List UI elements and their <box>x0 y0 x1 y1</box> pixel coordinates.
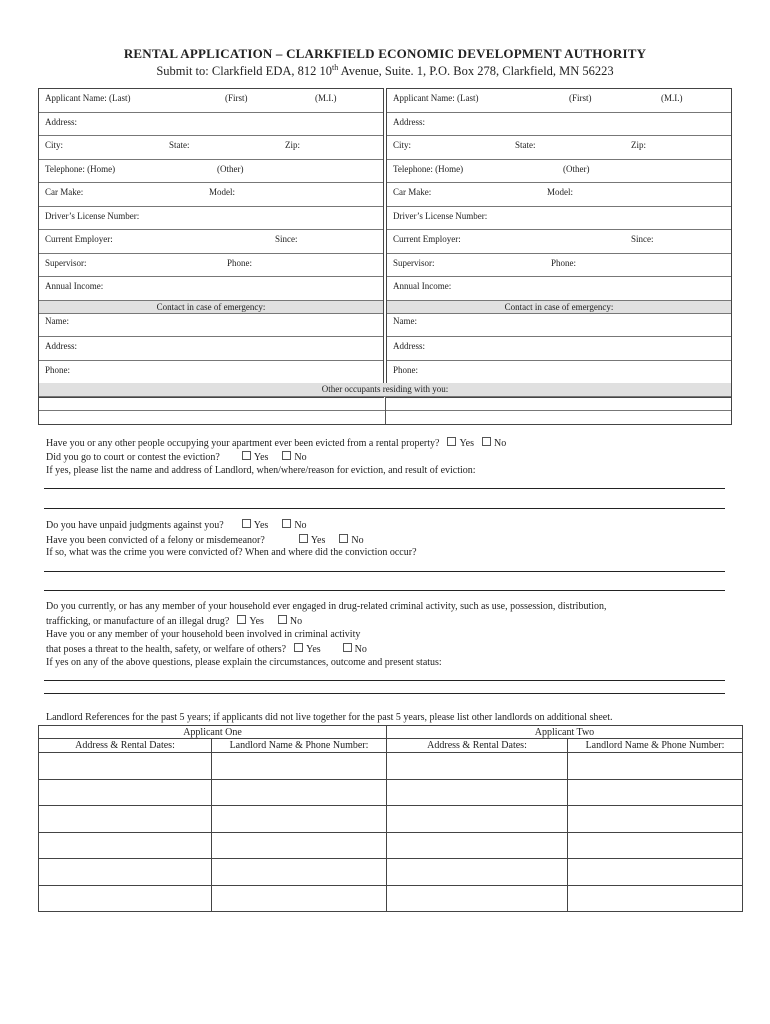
court-text: Did you go to court or contest the eviction? <box>46 452 220 463</box>
criminal-no-checkbox[interactable] <box>343 643 352 652</box>
landlord-header: Landlord Name & Phone Number: <box>212 739 387 753</box>
label-phone: Phone: <box>227 257 253 268</box>
label-mi: (M.I.) <box>315 93 337 103</box>
label-first: (First) <box>569 93 592 103</box>
label-e-name: Name: <box>45 315 69 326</box>
ref-cell[interactable] <box>387 832 568 859</box>
answer-line[interactable] <box>44 680 725 681</box>
evicted-no-checkbox[interactable] <box>482 437 491 446</box>
applicant-one-header: Applicant One <box>39 726 387 739</box>
label-model: Model: <box>547 187 573 197</box>
label-e-name: Name: <box>393 315 417 326</box>
drug-no-checkbox[interactable] <box>278 615 287 624</box>
no-label: No <box>294 520 307 531</box>
emergency-name-row[interactable] <box>39 314 383 338</box>
label-state: State: <box>515 140 536 150</box>
ref-cell[interactable] <box>568 859 743 886</box>
label-zip: Zip: <box>631 140 646 150</box>
answer-line[interactable] <box>44 488 725 489</box>
label-first: (First) <box>225 93 248 103</box>
ref-cell[interactable] <box>568 885 743 912</box>
ref-cell[interactable] <box>387 753 568 780</box>
label-since: Since: <box>631 234 654 244</box>
addr-dates-header: Address & Rental Dates: <box>39 739 212 753</box>
label-e-phone: Phone: <box>45 364 71 375</box>
submit-address-sup: th <box>332 63 339 72</box>
emergency-header <box>39 301 383 314</box>
label-tel-other: (Other) <box>563 163 590 174</box>
form-title: RENTAL APPLICATION – CLARKFIELD ECONOMIC DEVELOPMENT AUTHORITY <box>123 46 647 61</box>
occupants-box <box>38 383 732 425</box>
employer-row[interactable] <box>387 230 731 254</box>
label-car-make: Car Make: <box>393 187 432 197</box>
employer-row[interactable] <box>39 230 383 254</box>
ref-cell[interactable] <box>387 885 568 912</box>
label-city: City: <box>393 140 412 150</box>
emergency-address-row[interactable] <box>39 337 383 361</box>
occupants-divider <box>385 397 386 424</box>
label-e-address: Address: <box>393 341 425 351</box>
ref-cell[interactable] <box>39 806 212 833</box>
submit-address <box>0 63 770 79</box>
judgments-yes-checkbox[interactable] <box>242 519 251 528</box>
ref-cell[interactable] <box>568 832 743 859</box>
evicted-yes-checkbox[interactable] <box>447 437 456 446</box>
label-address: Address: <box>45 116 77 127</box>
judgments-no-checkbox[interactable] <box>282 519 291 528</box>
ref-cell[interactable] <box>387 806 568 833</box>
crime-detail-label: If so, what was the crime you were convicted of? When and where did the conviction occur? <box>46 547 417 558</box>
question-felony <box>46 534 364 546</box>
question-judgments <box>46 519 307 531</box>
ref-cell[interactable] <box>212 859 387 886</box>
license-row[interactable] <box>387 207 731 231</box>
label-license: Driver’s License Number: <box>45 210 140 221</box>
felony-text: Have you been convicted of a felony or misdemeanor? <box>46 535 265 546</box>
car-row[interactable] <box>39 183 383 207</box>
question-drug: Do you currently, or has any member of your household ever engaged in drug-related criminal activity, such as use, possession, distribution, <box>46 601 607 612</box>
supervisor-row[interactable] <box>39 254 383 278</box>
felony-no-checkbox[interactable] <box>339 534 348 543</box>
submit-address-part2: Avenue, Suite. 1, P.O. Box 278, Clarkfield, MN 56223 <box>338 64 614 79</box>
label-emergency: Contact in case of emergency: <box>156 301 266 312</box>
ref-cell[interactable] <box>212 832 387 859</box>
yes-label: Yes <box>253 520 269 531</box>
ref-cell[interactable] <box>212 885 387 912</box>
city-row[interactable] <box>39 136 383 160</box>
car-row[interactable] <box>387 183 731 207</box>
label-since: Since: <box>275 234 298 244</box>
ref-cell[interactable] <box>39 885 212 912</box>
question-court <box>46 451 307 463</box>
label-last: Applicant Name: (Last) <box>45 93 131 103</box>
label-model: Model: <box>209 187 235 197</box>
yes-label: Yes <box>253 452 269 463</box>
label-emergency: Contact in case of emergency: <box>504 301 614 312</box>
label-mi: (M.I.) <box>661 93 683 103</box>
label-tel-home: Telephone: (Home) <box>393 163 464 174</box>
ref-cell[interactable] <box>212 779 387 806</box>
emergency-address-row[interactable] <box>387 337 731 361</box>
applicant-name-row[interactable] <box>387 89 731 113</box>
address-row[interactable] <box>387 113 731 137</box>
label-last: Applicant Name: (Last) <box>393 93 479 103</box>
question-criminal-cont <box>46 643 367 655</box>
ref-cell[interactable] <box>212 806 387 833</box>
telephone-row[interactable] <box>39 160 383 184</box>
no-label: No <box>494 438 507 449</box>
ref-cell[interactable] <box>568 753 743 780</box>
answer-line[interactable] <box>44 693 725 694</box>
label-phone: Phone: <box>551 257 577 268</box>
telephone-row[interactable] <box>387 160 731 184</box>
label-income: Annual Income: <box>45 281 104 291</box>
ref-cell[interactable] <box>212 753 387 780</box>
emergency-header <box>387 301 731 314</box>
court-no-checkbox[interactable] <box>282 451 291 460</box>
ref-cell[interactable] <box>568 779 743 806</box>
landlord-header: Landlord Name & Phone Number: <box>568 739 743 753</box>
label-car-make: Car Make: <box>45 187 84 197</box>
city-row[interactable] <box>387 136 731 160</box>
ref-cell[interactable] <box>39 753 212 780</box>
ref-cell[interactable] <box>39 859 212 886</box>
emergency-phone-row[interactable] <box>39 361 383 385</box>
occupants-header <box>39 383 731 397</box>
license-row[interactable] <box>39 207 383 231</box>
label-tel-other: (Other) <box>217 163 244 174</box>
label-e-phone: Phone: <box>393 364 419 375</box>
ref-cell[interactable] <box>568 806 743 833</box>
label-e-address: Address: <box>45 341 77 351</box>
emergency-name-row[interactable] <box>387 314 731 338</box>
question-drug-cont <box>46 615 302 627</box>
income-row[interactable] <box>387 277 731 301</box>
ref-cell[interactable] <box>387 779 568 806</box>
no-label: No <box>294 452 307 463</box>
applicant-two-box <box>386 88 732 398</box>
criminal-yes-checkbox[interactable] <box>294 643 303 652</box>
label-occupants: Other occupants residing with you: <box>321 384 449 394</box>
question-criminal: Have you or any member of your household been involved in criminal activity <box>46 629 361 640</box>
label-supervisor: Supervisor: <box>393 257 435 268</box>
label-license: Driver’s License Number: <box>393 210 488 221</box>
addr-dates-header: Address & Rental Dates: <box>387 739 568 753</box>
label-zip: Zip: <box>285 140 300 150</box>
address-row[interactable] <box>39 113 383 137</box>
criminal-text: that poses a threat to the health, safety, or welfare of others? <box>46 644 287 655</box>
yes-label: Yes <box>310 535 326 546</box>
eviction-detail-label: If yes, please list the name and address of Landlord, when/where/reason for eviction, and result of eviction: <box>46 465 476 476</box>
references-intro: Landlord References for the past 5 years; if applicants did not live together for the past 5 years, please list other landlords on additional sheet. <box>46 712 613 723</box>
applicant-two-header: Applicant Two <box>387 726 743 739</box>
emergency-phone-row[interactable] <box>387 361 731 385</box>
drug-yes-checkbox[interactable] <box>237 615 246 624</box>
answer-line[interactable] <box>44 571 725 572</box>
ref-cell[interactable] <box>39 779 212 806</box>
yes-label: Yes <box>249 616 264 627</box>
income-row[interactable] <box>39 277 383 301</box>
drug-text: trafficking, or manufacture of an illegal drug? <box>46 616 230 627</box>
no-label: No <box>354 644 367 655</box>
yes-label: Yes <box>306 644 321 655</box>
answer-line[interactable] <box>44 590 725 591</box>
felony-yes-checkbox[interactable] <box>299 534 308 543</box>
references-table <box>38 725 743 912</box>
label-income: Annual Income: <box>393 281 452 291</box>
label-supervisor: Supervisor: <box>45 257 87 268</box>
judgments-text: Do you have unpaid judgments against you? <box>46 520 224 531</box>
explain-label: If yes on any of the above questions, please explain the circumstances, outcome and present status: <box>46 657 442 668</box>
question-evicted <box>46 437 506 449</box>
label-tel-home: Telephone: (Home) <box>45 163 116 174</box>
ref-cell[interactable] <box>39 832 212 859</box>
label-state: State: <box>169 140 190 150</box>
label-address: Address: <box>393 116 425 127</box>
submit-address-part1: Submit to: Clarkfield EDA, 812 10 <box>156 64 332 79</box>
ref-cell[interactable] <box>387 859 568 886</box>
evicted-text: Have you or any other people occupying your apartment ever been evicted from a rental property? <box>46 438 440 449</box>
label-employer: Current Employer: <box>393 234 461 244</box>
yes-label: Yes <box>459 438 475 449</box>
label-city: City: <box>45 140 64 150</box>
court-yes-checkbox[interactable] <box>242 451 251 460</box>
applicant-one-box <box>38 88 384 398</box>
applicant-name-row[interactable] <box>39 89 383 113</box>
no-label: No <box>289 616 303 627</box>
supervisor-row[interactable] <box>387 254 731 278</box>
answer-line[interactable] <box>44 508 725 509</box>
no-label: No <box>351 535 364 546</box>
label-employer: Current Employer: <box>45 234 113 244</box>
